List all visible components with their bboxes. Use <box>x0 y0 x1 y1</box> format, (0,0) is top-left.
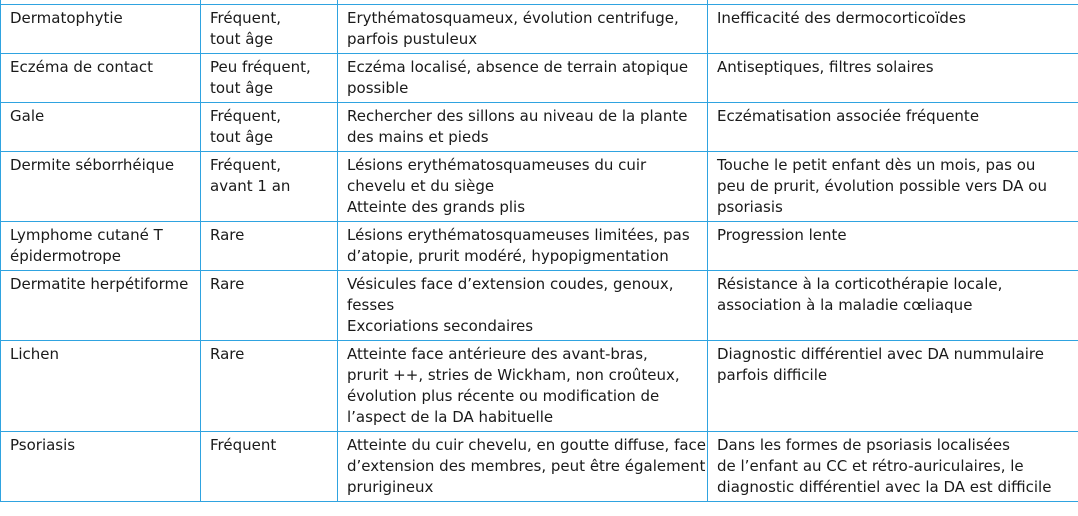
notes-line: Eczématisation associée fréquente <box>717 107 980 125</box>
signs-line: prurit ++, stries de Wickham, non croûteux, <box>347 366 680 384</box>
clinical-signs-cell <box>338 341 708 432</box>
frequency-cell <box>201 432 338 502</box>
signs-line: d’atopie, prurit modéré, hypopigmentation <box>347 247 669 265</box>
freq-line: tout âge <box>210 30 274 48</box>
notes-line: diagnostic différentiel avec la DA est difficile <box>717 478 1052 496</box>
freq-line: Rare <box>210 275 245 293</box>
notes-line: Dans les formes de psoriasis localisées <box>717 436 1010 454</box>
signs-line: Vésicules face d’extension coudes, genoux, <box>347 275 674 293</box>
freq-line <box>210 0 328 1</box>
freq-line: avant 1 an <box>210 177 291 195</box>
clinical-signs-cell <box>338 432 708 502</box>
condition-name: Dermite séborrhéique <box>10 156 175 174</box>
condition-cell <box>1 54 201 103</box>
frequency-cell <box>201 222 338 271</box>
clinical-signs-cell <box>338 5 708 54</box>
clinical-signs-cell <box>338 222 708 271</box>
notes-cell <box>708 152 1078 222</box>
notes-line: Résistance à la corticothérapie locale, <box>717 275 1003 293</box>
notes-line: Inefficacité des dermocorticoïdes <box>717 9 966 27</box>
freq-line: Peu fréquent, <box>210 58 311 76</box>
freq-line: Rare <box>210 226 245 244</box>
table-row <box>1 54 1078 103</box>
freq-line: Fréquent <box>210 436 277 454</box>
condition-name: Dermatite herpétiforme <box>10 275 189 293</box>
signs-line: évolution plus récente ou modification de <box>347 387 660 405</box>
notes-line: peu de prurit, évolution possible vers DA ou <box>717 177 1047 195</box>
notes-line <box>717 0 1078 1</box>
clinical-signs-cell <box>338 152 708 222</box>
signs-line: Excoriations secondaires <box>347 317 534 335</box>
notes-line: Diagnostic différentiel avec DA nummulaire <box>717 345 1044 363</box>
notes-cell <box>708 103 1078 152</box>
signs-line: prurigineux <box>347 478 434 496</box>
condition-cell <box>1 432 201 502</box>
notes-line: association à la maladie cœliaque <box>717 296 973 314</box>
signs-line: Atteinte face antérieure des avant-bras, <box>347 345 648 363</box>
freq-line: tout âge <box>210 79 274 97</box>
condition-cell <box>1 152 201 222</box>
notes-cell <box>708 54 1078 103</box>
condition-cell <box>1 341 201 432</box>
condition-name: Gale <box>10 107 45 125</box>
signs-line: d’extension des membres, peut être également <box>347 457 706 475</box>
signs-line: Rechercher des sillons au niveau de la plante <box>347 107 688 125</box>
signs-line: Lésions erythématosquameuses limitées, pas <box>347 226 690 244</box>
notes-cell <box>708 432 1078 502</box>
table-row <box>1 222 1078 271</box>
freq-line: Fréquent, <box>210 9 282 27</box>
frequency-cell <box>201 5 338 54</box>
frequency-cell <box>201 152 338 222</box>
notes-line: parfois difficile <box>717 366 828 384</box>
table-row <box>1 432 1078 502</box>
table-body <box>1 0 1078 502</box>
signs-line: Erythématosquameux, évolution centrifuge, <box>347 9 679 27</box>
condition-cell <box>1 103 201 152</box>
notes-line: Progression lente <box>717 226 847 244</box>
notes-cell <box>708 271 1078 341</box>
notes-line: Antiseptiques, filtres solaires <box>717 58 934 76</box>
signs-line: chevelu et du siège <box>347 177 495 195</box>
frequency-cell <box>201 103 338 152</box>
table-row <box>1 271 1078 341</box>
freq-line: Fréquent, <box>210 156 282 174</box>
signs-line: Atteinte du cuir chevelu, en goutte diffuse, face <box>347 436 707 454</box>
clinical-signs-cell <box>338 271 708 341</box>
condition-name: Eczéma de contact <box>10 58 154 76</box>
signs-line: possible <box>347 79 409 97</box>
condition-cell <box>1 222 201 271</box>
signs-line: Atteinte des grands plis <box>347 198 526 216</box>
table-row <box>1 341 1078 432</box>
condition-cell <box>1 271 201 341</box>
clinical-signs-cell <box>338 103 708 152</box>
frequency-cell <box>201 341 338 432</box>
signs-line: l’aspect de la DA habituelle <box>347 408 554 426</box>
frequency-cell <box>201 271 338 341</box>
notes-cell <box>708 5 1078 54</box>
clinical-signs-cell <box>338 54 708 103</box>
signs-line <box>347 0 698 1</box>
freq-line: tout âge <box>210 128 274 146</box>
notes-cell <box>708 341 1078 432</box>
notes-cell <box>708 222 1078 271</box>
signs-line: Eczéma localisé, absence de terrain atopique <box>347 58 689 76</box>
notes-line: de l’enfant au CC et rétro-auriculaires, le <box>717 457 1024 475</box>
condition-name: Lichen <box>10 345 60 363</box>
signs-line: parfois pustuleux <box>347 30 478 48</box>
signs-line: des mains et pieds <box>347 128 489 146</box>
condition-name: Psoriasis <box>10 436 76 454</box>
freq-line: Rare <box>210 345 245 363</box>
table-row <box>1 152 1078 222</box>
notes-line: Touche le petit enfant dès un mois, pas ou <box>717 156 1036 174</box>
notes-line: psoriasis <box>717 198 783 216</box>
table-row <box>1 103 1078 152</box>
condition-name: Dermatophytie <box>10 9 123 27</box>
condition-cell <box>1 5 201 54</box>
table-row <box>1 5 1078 54</box>
signs-line: fesses <box>347 296 395 314</box>
condition-name: Lymphome cutané T épidermotrope <box>10 226 163 265</box>
signs-line: Lésions erythématosquameuses du cuir <box>347 156 647 174</box>
freq-line: Fréquent, <box>210 107 282 125</box>
frequency-cell <box>201 54 338 103</box>
